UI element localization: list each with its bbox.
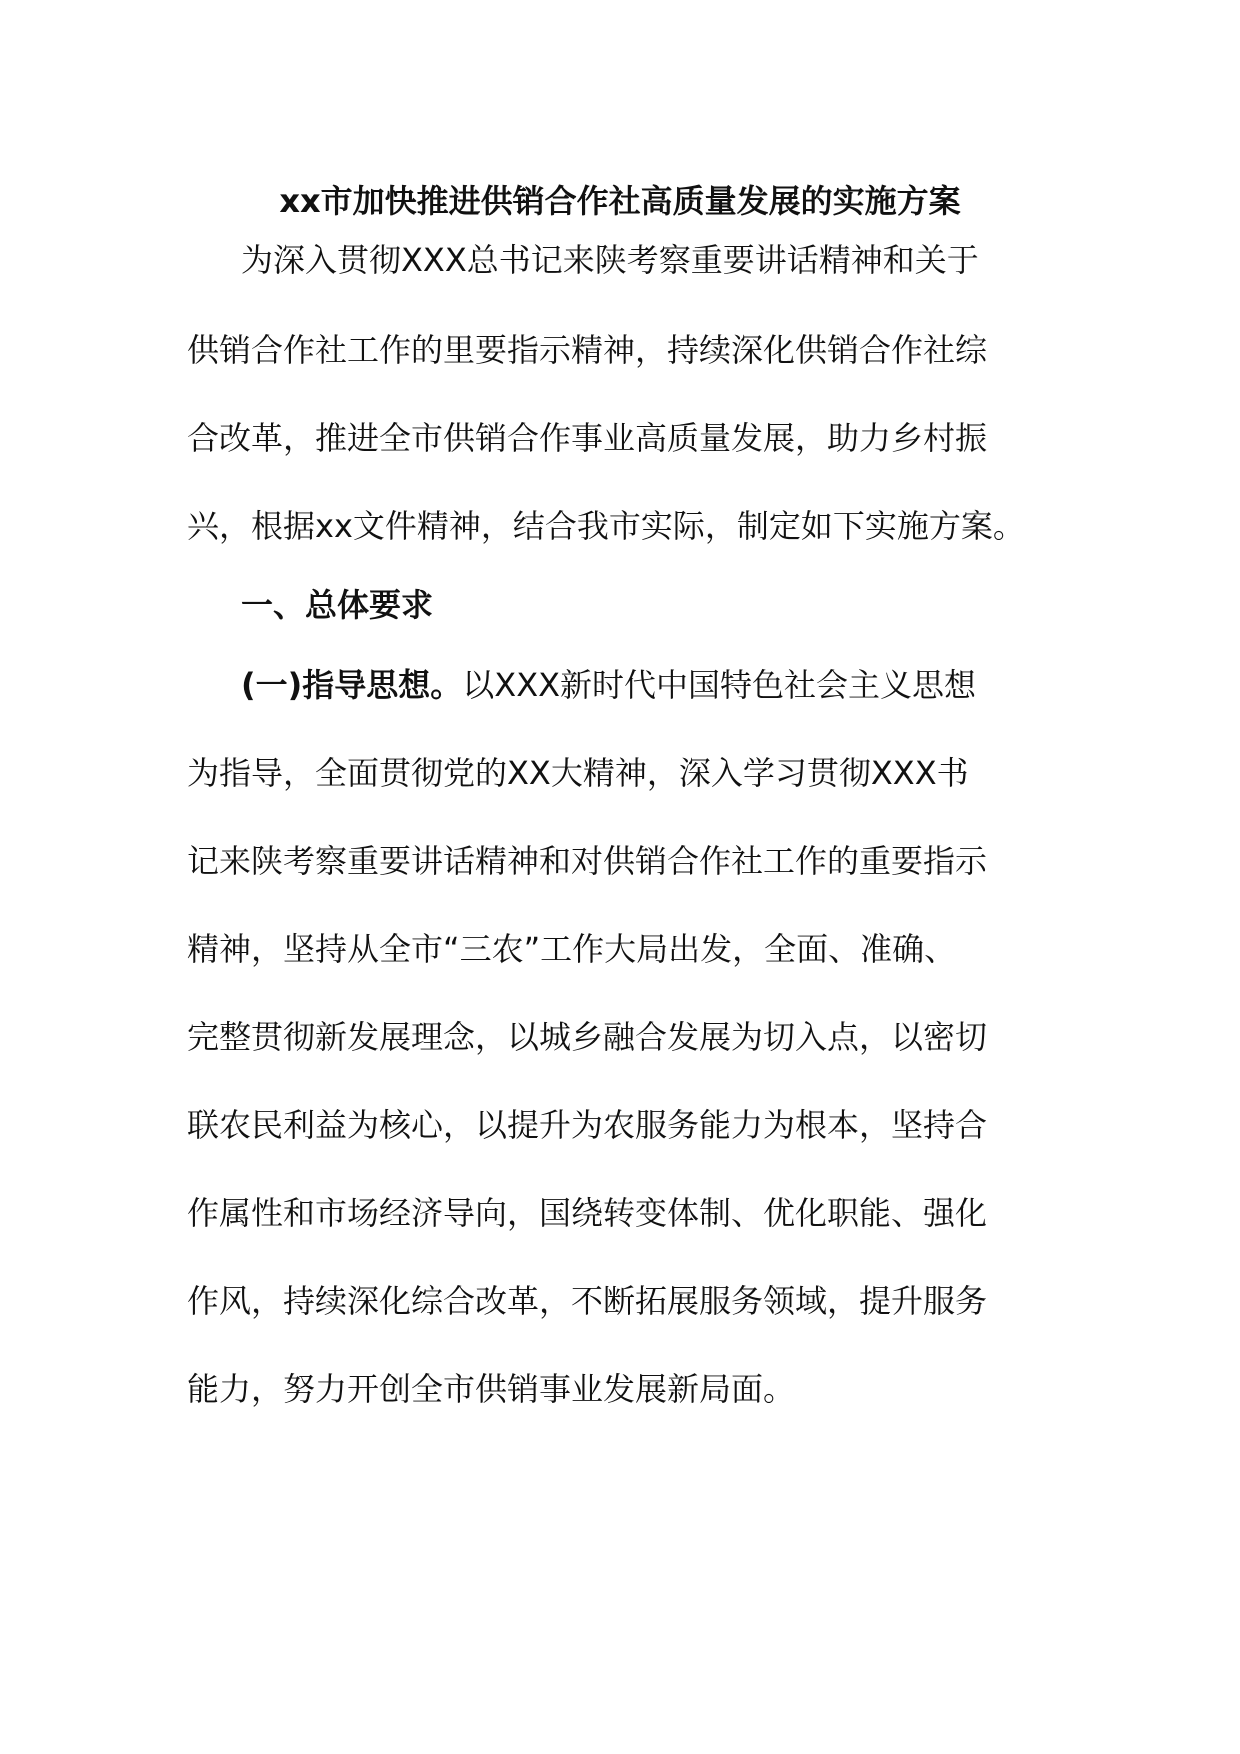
subsection-first-line bbox=[241, 661, 976, 709]
document-title: xx市加快推进供销合作社高质量发展的实施方案 bbox=[279, 182, 961, 220]
subsection-line: 为指导，全面贯彻党的XX大精神，深入学习贯彻XXX书 bbox=[187, 754, 969, 792]
subsection-line: 完整贯彻新发展理念，以城乡融合发展为切入点，以密切 bbox=[187, 1018, 988, 1056]
subsection-heading: (一)指导思想。 bbox=[241, 666, 463, 704]
intro-line: 合改革，推进全市供销合作事业高质量发展，助力乡村振 bbox=[187, 419, 988, 457]
section-heading: 一、总体要求 bbox=[241, 586, 434, 624]
subsection-text: 以XXX新时代中国特色社会主义思想 bbox=[462, 666, 977, 704]
subsection-line: 精神，坚持从全市“三农”工作大局出发，全面、准确、 bbox=[187, 930, 957, 968]
intro-line: 兴，根据xx文件精神，结合我市实际，制定如下实施方案。 bbox=[187, 507, 1025, 545]
intro-line: 为深入贯彻XXX总书记来陕考察重要讲话精神和关于 bbox=[241, 241, 979, 279]
intro-line: 供销合作社工作的里要指示精神，持续深化供销合作社综 bbox=[187, 331, 988, 369]
subsection-line: 联农民利益为核心，以提升为农服务能力为根本，坚持合 bbox=[187, 1106, 988, 1144]
subsection-line: 记来陕考察重要讲话精神和对供销合作社工作的重要指示 bbox=[187, 842, 988, 880]
subsection-line: 作风，持续深化综合改革，不断拓展服务领域，提升服务 bbox=[187, 1282, 988, 1320]
subsection-line: 能力，努力开创全市供销事业发展新局面。 bbox=[187, 1370, 796, 1408]
subsection-line: 作属性和市场经济导向，国绕转变体制、优化职能、强化 bbox=[187, 1194, 988, 1232]
